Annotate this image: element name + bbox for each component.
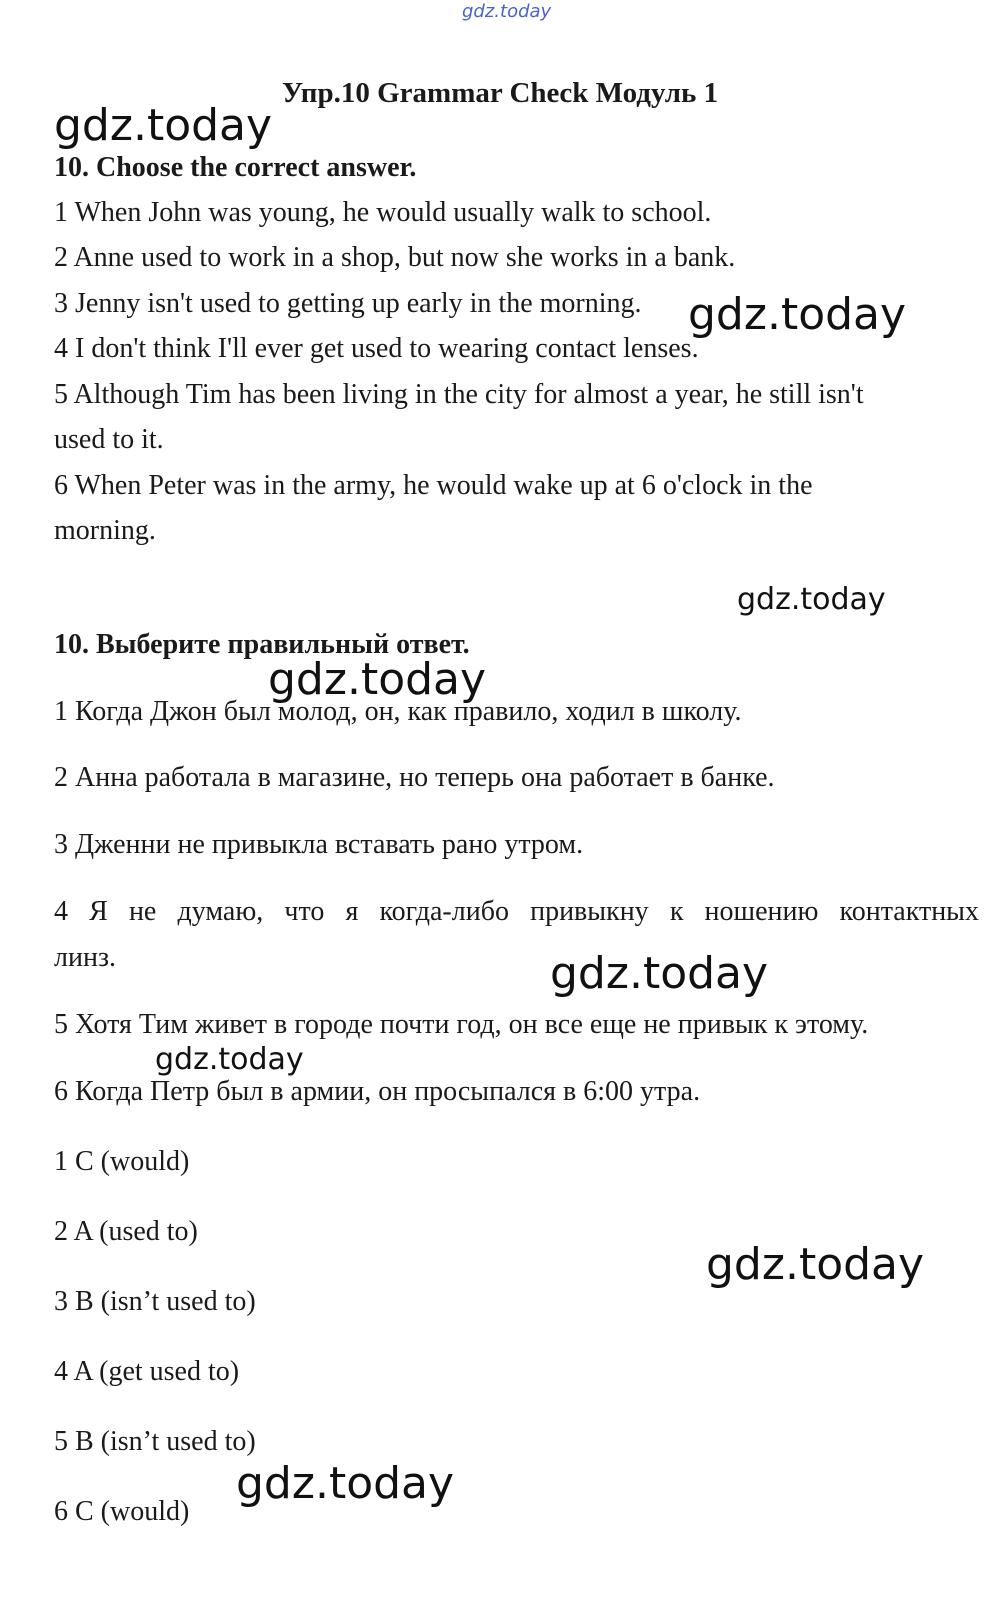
russian-item: 2 Анна работала в магазине, но теперь она работает в банке. [54,762,775,793]
answer-item: 6 C (would) [54,1496,190,1527]
english-item: 6 When Peter was in the army, he would wake up at 6 o'clock in the [54,470,813,501]
russian-item: 4 Я не думаю, что я когда-либо привыкну к ношению контактных [54,896,979,927]
english-item: used to it. [54,424,164,455]
answer-item: 2 A (used to) [54,1216,198,1247]
english-item: 3 Jenny isn't used to getting up early in the morning. [54,288,642,319]
watermark-top: gdz.today [462,1,552,22]
watermark: gdz.today [54,100,273,151]
watermark: gdz.today [550,948,769,999]
english-item: 4 I don't think I'll ever get used to wearing contact lenses. [54,333,699,364]
answer-item: 1 C (would) [54,1146,190,1177]
answer-item: 3 B (isn’t used to) [54,1286,256,1317]
russian-item: 6 Когда Петр был в армии, он просыпался в 6:00 утра. [54,1076,701,1107]
english-item: 1 When John was young, he would usually walk to school. [54,197,712,228]
watermark: gdz.today [268,654,487,705]
page-title: Упр.10 Grammar Check Модуль 1 [281,77,719,109]
russian-item: линз. [54,942,117,973]
russian-heading: 10. Выберите правильный ответ. [54,629,470,660]
english-heading: 10. Choose the correct answer. [54,152,417,183]
english-item: morning. [54,515,156,546]
english-item: 2 Anne used to work in a shop, but now she works in a bank. [54,242,736,273]
watermark: gdz.today [236,1458,455,1509]
russian-item: 3 Дженни не привыкла вставать рано утром. [54,829,584,860]
answer-item: 4 A (get used to) [54,1356,240,1387]
english-item: 5 Although Tim has been living in the city for almost a year, he still isn't [54,379,864,410]
russian-item: 5 Хотя Тим живет в городе почти год, он все еще не привык к этому. [54,1009,869,1040]
watermark: gdz.today [155,1042,304,1077]
watermark: gdz.today [737,582,886,617]
watermark: gdz.today [706,1239,925,1290]
russian-item: 1 Когда Джон был молод, он, как правило, ходил в школу. [54,696,742,727]
watermark: gdz.today [688,289,907,340]
answer-item: 5 B (isn’t used to) [54,1426,256,1457]
